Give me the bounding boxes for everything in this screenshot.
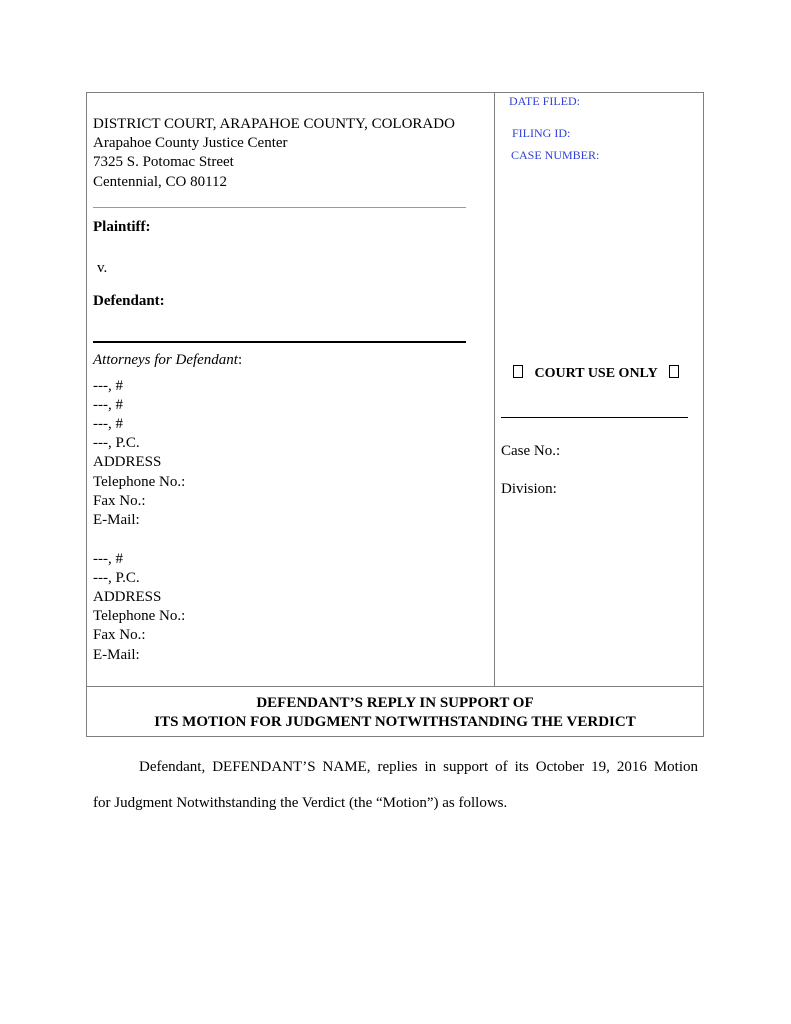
caption-right-cell [495, 93, 704, 686]
versus-label: v. [97, 260, 108, 276]
court-city: Centennial, CO 80112 [93, 174, 228, 190]
attorney-line: ADDRESS [93, 589, 162, 605]
division-label: Division: [501, 481, 557, 497]
attorney-line: Fax No.: [93, 627, 146, 643]
attorney-line: ---, P.C. [93, 435, 140, 451]
attorney-line: ---, # [93, 551, 123, 567]
court-use-label: COURT USE ONLY [534, 366, 658, 381]
defendant-label: Defendant: [93, 293, 165, 309]
court-center: Arapahoe County Justice Center [93, 135, 288, 151]
attorney-line: ---, # [93, 378, 123, 394]
attorney-line: ---, P.C. [93, 570, 140, 586]
case-number-label: CASE NUMBER: [511, 148, 600, 162]
case-caption-table [86, 92, 704, 737]
attorney-line: ADDRESS [93, 454, 162, 470]
attorney-line: Telephone No.: [93, 608, 186, 624]
court-use-rule [501, 417, 688, 418]
filing-id-label: FILING ID: [512, 126, 571, 140]
document-title-line1: DEFENDANT’S REPLY IN SUPPORT OF [256, 695, 534, 711]
court-use-only [513, 365, 679, 383]
attorneys-heading-text: Attorneys for Defendant [93, 352, 238, 368]
document-title-line2: ITS MOTION FOR JUDGMENT NOTWITHSTANDING THE VERDICT [154, 714, 636, 730]
caption-left-cell [87, 93, 495, 686]
attorney-line: E-Mail: [93, 512, 140, 528]
date-filed-label: DATE FILED: [509, 94, 580, 108]
attorney-line: ---, # [93, 397, 123, 413]
body-paragraph-line2: for Judgment Notwithstanding the Verdict (the “Motion”) as follows. [93, 795, 508, 811]
court-name: DISTRICT COURT, ARAPAHOE COUNTY, COLORADO [93, 116, 455, 132]
document-title [87, 686, 703, 736]
box-glyph-icon [669, 365, 679, 378]
attorneys-heading [93, 351, 242, 370]
attorney-line: Telephone No.: [93, 474, 186, 490]
caption-divider-thick [93, 341, 466, 343]
box-glyph-icon [513, 365, 523, 378]
attorneys-heading-colon: : [237, 352, 243, 368]
attorney-line: Fax No.: [93, 493, 146, 509]
body-paragraph-line1: Defendant, DEFENDANT’S NAME, replies in support of its October 19, 2016 Motion [139, 759, 698, 775]
plaintiff-label: Plaintiff: [93, 219, 151, 235]
attorney-line: ---, # [93, 416, 123, 432]
caption-divider-thin [93, 207, 466, 208]
case-no-label: Case No.: [501, 443, 561, 459]
attorney-line: E-Mail: [93, 647, 140, 663]
court-street: 7325 S. Potomac Street [93, 154, 234, 170]
